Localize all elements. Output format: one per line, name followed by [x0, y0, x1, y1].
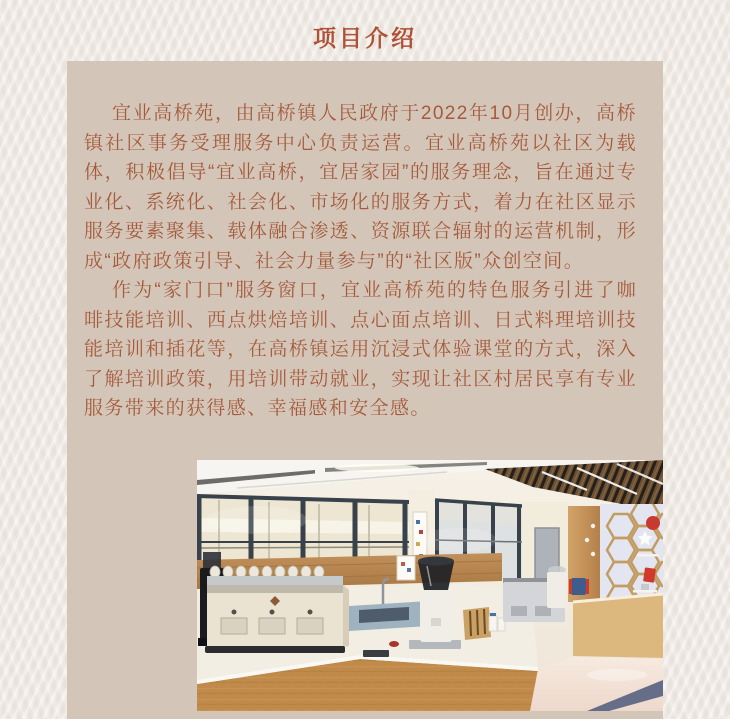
photo-reception-desk	[573, 594, 663, 658]
page-title: 项目介绍	[313, 25, 417, 51]
content-card	[67, 61, 663, 719]
photo-floor	[530, 657, 663, 711]
coffee-training-room-photo	[197, 460, 663, 711]
coffee-room-illustration	[197, 460, 663, 711]
photo-espresso-machine	[205, 566, 349, 653]
paragraph-1: 宜业高桥苑，由高桥镇人民政府于2022年10月创办，高桥镇社区事务受理服务中心负责运营。宜业高桥苑以社区为载体，积极倡导“宜业高桥，宜居家园”的服务理念，旨在通过专业化、系统化、社会化、市场化的服务方式，着力在社区显示服务要素聚集、载体融合渗透、资源联合辐射的运营机制，形成“政府政策引导、社会力量参与”的“社区版”众创空间。	[84, 103, 637, 272]
article-body	[67, 61, 663, 424]
paragraph-2: 作为“家门口”服务窗口，宜业高桥苑的特色服务引进了咖啡技能培训、西点烘焙培训、点心面点培训、日式料理培训技能培训和插花等，在高桥镇运用沉浸式体验课堂的方式，深入了解培训政策，用培训带动就业，实现让社区村居民享有专业服务带来的获得感、幸福感和安全感。	[84, 280, 637, 419]
